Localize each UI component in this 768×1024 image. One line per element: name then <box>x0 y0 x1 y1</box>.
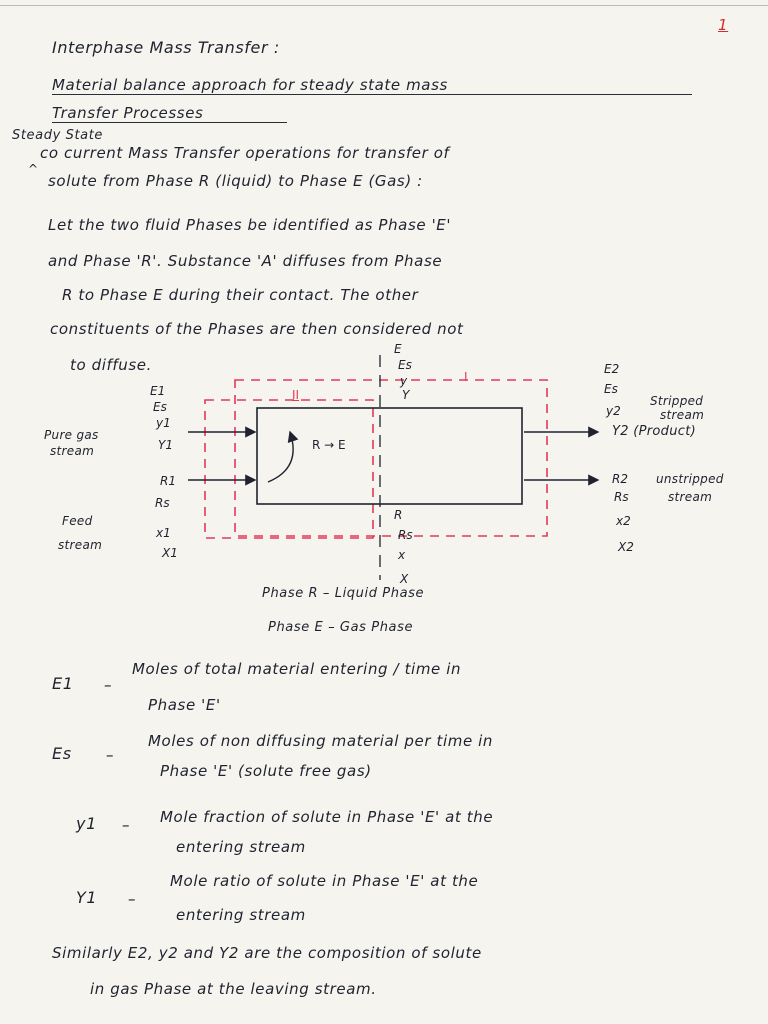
def-text-Es-line2: Phase 'E' (solute free gas) <box>160 762 372 780</box>
envelope-II <box>205 400 373 538</box>
left-var-Y1: Y1 <box>158 438 173 452</box>
transfer-label: R → E <box>312 438 346 452</box>
phase-E-caption: Phase E – Gas Phase <box>268 620 414 635</box>
transfer-curve-arrow <box>268 432 293 482</box>
subheading-line-1: Material balance approach for steady state mass <box>52 76 692 95</box>
bottom-label-R: R <box>394 508 403 522</box>
right-var-Y2-product: Y2 (Product) <box>612 424 696 439</box>
def-dash-E1: – <box>104 676 113 694</box>
body-line-3: Let the two fluid Phases be identified as Phase 'E' <box>48 216 452 234</box>
body-line-5: R to Phase E during their contact. The other <box>62 286 419 304</box>
body-line-2: solute from Phase R (liquid) to Phase E (Gas) : <box>48 172 423 190</box>
caret-mark: ^ <box>28 162 39 176</box>
subheading-line-2: Transfer Processes <box>52 104 287 123</box>
left-var-Es: Es <box>153 400 167 414</box>
right-var-Es: Es <box>604 382 618 396</box>
top-label-E: E <box>394 342 402 356</box>
contactor-box <box>257 408 522 504</box>
region-I-label: I <box>464 370 468 384</box>
stripped-label: Stripped <box>650 394 704 408</box>
top-label-y: y <box>400 374 408 388</box>
similarly-line-2: in gas Phase at the leaving stream. <box>90 980 377 998</box>
bottom-label-x: x <box>398 548 406 562</box>
right-var-Rs: Rs <box>614 490 629 504</box>
def-dash-y1: – <box>122 816 131 834</box>
right-var-y2: y2 <box>606 404 621 418</box>
def-text-y1-line2: entering stream <box>176 838 306 856</box>
region-II-label: II <box>292 388 300 402</box>
right-var-E2: E2 <box>604 362 620 376</box>
body-line-7: to diffuse. <box>70 356 152 374</box>
def-symbol-y1: y1 <box>76 814 97 833</box>
feed-label: Feed <box>62 514 93 528</box>
bottom-label-Rs: Rs <box>398 528 413 542</box>
process-diagram <box>0 340 768 590</box>
def-dash-Es: – <box>106 746 115 764</box>
def-text-y1-line1: Mole fraction of solute in Phase 'E' at the <box>160 808 494 826</box>
unstripped-stream-label: stream <box>668 490 713 504</box>
pure-gas-label: Pure gas <box>44 428 99 442</box>
body-line-1: co current Mass Transfer operations for transfer of <box>40 144 450 162</box>
def-text-Es-line1: Moles of non diffusing material per time in <box>148 732 494 750</box>
def-text-E1-line2: Phase 'E' <box>148 696 221 714</box>
def-text-Y1-line2: entering stream <box>176 906 306 924</box>
def-dash-Y1: – <box>128 890 137 908</box>
right-var-R2: R2 <box>612 472 628 486</box>
similarly-line-1: Similarly E2, y2 and Y2 are the composition of solute <box>52 944 482 962</box>
envelope-I <box>235 380 547 536</box>
steady-state-note: Steady State <box>12 128 104 143</box>
def-symbol-Y1: Y1 <box>76 888 98 907</box>
feed-stream-label: stream <box>58 538 103 552</box>
phase-R-caption: Phase R – Liquid Phase <box>262 586 425 601</box>
left-var-x1: x1 <box>156 526 171 540</box>
pure-gas-stream-label: stream <box>50 444 95 458</box>
left-var-E1: E1 <box>150 384 166 398</box>
page-title: Interphase Mass Transfer : <box>52 38 280 57</box>
def-text-E1-line1: Moles of total material entering / time in <box>132 660 462 678</box>
left-var-Rs: Rs <box>155 496 170 510</box>
def-text-Y1-line1: Mole ratio of solute in Phase 'E' at the <box>170 872 479 890</box>
unstripped-label: unstripped <box>656 472 724 486</box>
right-var-x2: x2 <box>616 514 631 528</box>
body-line-4: and Phase 'R'. Substance 'A' diffuses from Phase <box>48 252 443 270</box>
left-var-y1: y1 <box>156 416 171 430</box>
page-top-rule <box>0 5 768 6</box>
def-symbol-Es: Es <box>52 744 72 763</box>
top-label-Y: Y <box>402 388 410 402</box>
body-line-6: constituents of the Phases are then considered not <box>50 320 464 338</box>
def-symbol-E1: E1 <box>52 674 74 693</box>
right-var-X2: X2 <box>618 540 634 554</box>
page-number: 1 <box>718 16 729 34</box>
left-var-X1: X1 <box>162 546 178 560</box>
top-label-Es: Es <box>398 358 412 372</box>
left-var-R1: R1 <box>160 474 176 488</box>
bottom-label-X: X <box>400 572 409 586</box>
stripped-stream-label: stream <box>660 408 705 422</box>
